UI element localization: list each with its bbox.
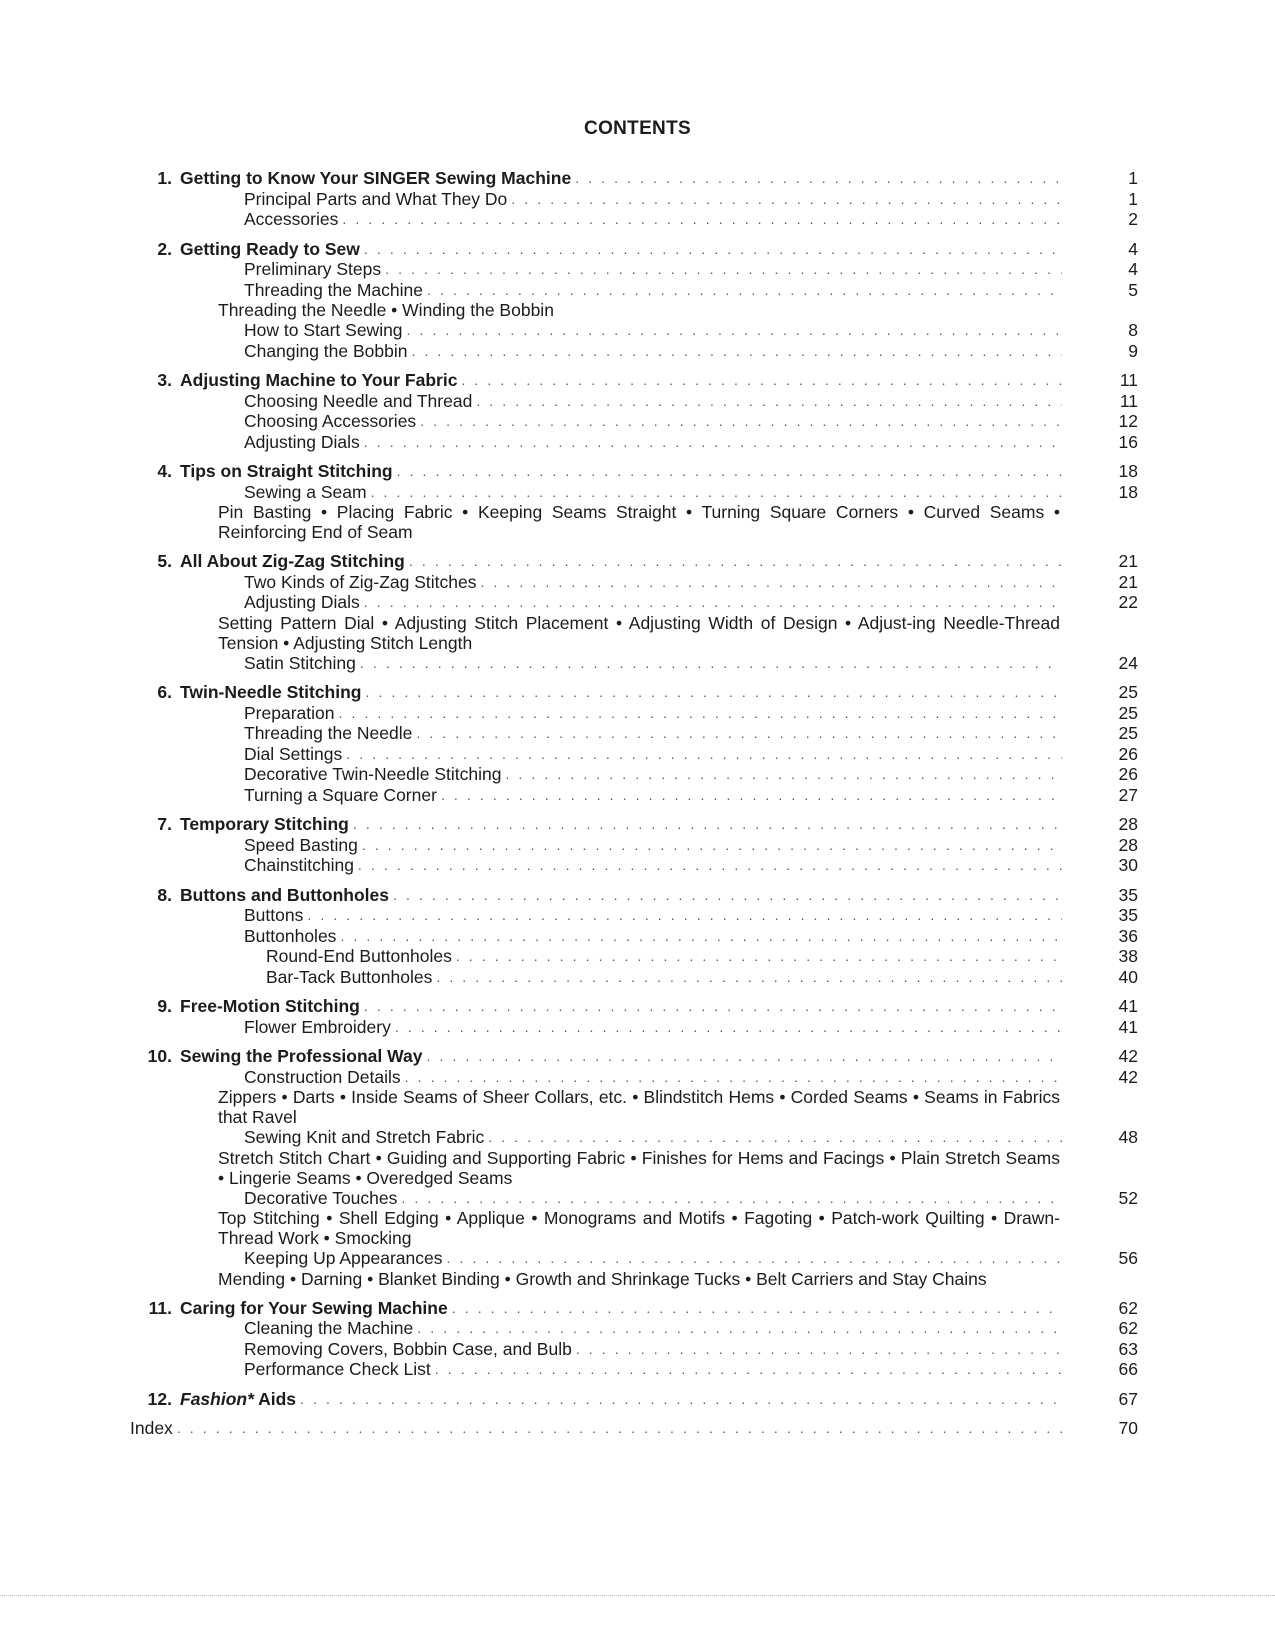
toc-chapter[interactable] — [130, 885, 1138, 906]
dot-leader — [476, 391, 1062, 412]
entry-label: Preliminary Steps — [244, 259, 382, 279]
toc-chapter[interactable] — [130, 996, 1138, 1017]
entry-label-text: Aids — [253, 1388, 297, 1409]
entry-number: 7. — [157, 814, 172, 834]
entry-page: 66 — [1118, 1359, 1138, 1379]
toc-section — [130, 370, 1138, 452]
entry-label — [180, 551, 405, 572]
dot-leader — [427, 280, 1062, 301]
entry-label-text: Caring for Your Sewing Machine — [180, 1297, 448, 1318]
entry-label: Preparation — [244, 702, 335, 723]
entry-page: 40 — [1118, 966, 1138, 987]
entry-label: Principal Parts and What They Do — [244, 188, 508, 209]
entry-label: Removing Covers, Bobbin Case, and Bulb — [244, 1338, 572, 1359]
entry-page: 21 — [1118, 571, 1138, 592]
entry-page: 11 — [1119, 390, 1138, 411]
toc-chapter[interactable] — [130, 1389, 1138, 1410]
entry-label: Sewing Knit and Stretch Fabric — [244, 1127, 485, 1147]
dot-leader — [371, 482, 1062, 503]
toc-subentry[interactable] — [130, 1359, 1138, 1380]
entry-label-text: Getting to Know Your SINGER Sewing Machine — [180, 168, 572, 188]
toc-detail: Pin Basting • Placing Fabric • Keeping Seams Straight • Turning Square Corners • Curved Seams • Reinforcing End of Seam — [218, 502, 1060, 542]
entry-label — [180, 1046, 422, 1067]
entry-number: 5. — [157, 551, 172, 571]
entry-page: 4 — [1128, 238, 1138, 259]
entry-page: 26 — [1118, 743, 1138, 764]
page-title: CONTENTS — [584, 118, 691, 139]
entry-label: Round-End Buttonholes — [266, 946, 452, 966]
toc-subentry[interactable] — [130, 785, 1138, 806]
entry-label-text: Adjusting Machine to Your Fabric — [180, 370, 458, 390]
entry-page: 11 — [1119, 370, 1138, 390]
toc-detail: Stretch Stitch Chart • Guiding and Supporting Fabric • Finishes for Hems and Facings • Plain Stretch Seams • Lingerie Seams • Overedged Seams — [218, 1147, 1060, 1188]
entry-number: 9. — [157, 996, 172, 1016]
dot-leader — [441, 785, 1062, 806]
entry-page: 41 — [1118, 996, 1138, 1016]
entry-page: 27 — [1118, 784, 1138, 805]
entry-label-text: Free-Motion Stitching — [180, 996, 360, 1016]
entry-label: Accessories — [244, 209, 339, 229]
entry-page: 35 — [1118, 884, 1138, 905]
entry-label: Adjusting Dials — [244, 431, 360, 452]
toc-chapter[interactable] — [130, 1298, 1138, 1319]
entry-label: Changing the Bobbin — [244, 340, 408, 361]
toc-subentry[interactable] — [130, 1067, 1138, 1088]
toc-subentry[interactable] — [130, 482, 1138, 503]
toc-subentry[interactable] — [130, 1017, 1138, 1038]
dot-leader — [364, 239, 1062, 260]
entry-label-text: Twin-Needle Stitching — [180, 682, 362, 702]
entry-page: 25 — [1118, 702, 1138, 723]
toc-detail: Mending • Darning • Blanket Binding • Growth and Shrinkage Tucks • Belt Carriers and Stay Chains — [218, 1268, 987, 1289]
entry-page: 2 — [1128, 209, 1138, 229]
toc-subentry[interactable] — [130, 189, 1138, 210]
dot-leader — [411, 341, 1062, 362]
toc-subentry[interactable] — [130, 1318, 1138, 1339]
entry-label: How to Start Sewing — [244, 320, 403, 340]
entry-page: 8 — [1128, 320, 1138, 340]
toc-section — [130, 996, 1138, 1037]
entry-page: 41 — [1118, 1016, 1138, 1037]
toc-subentry[interactable] — [130, 653, 1138, 674]
entry-label: Construction Details — [244, 1066, 401, 1087]
toc-subentry[interactable] — [130, 259, 1138, 280]
toc-index[interactable] — [130, 1418, 1138, 1439]
entry-page: 48 — [1118, 1127, 1138, 1147]
entry-page: 25 — [1118, 723, 1138, 743]
dot-leader — [353, 814, 1062, 835]
toc-subentry[interactable] — [130, 855, 1138, 876]
toc-chapter[interactable] — [130, 239, 1138, 260]
scan-noise — [0, 1595, 1275, 1598]
entry-label — [180, 1298, 448, 1319]
entry-page: 67 — [1118, 1388, 1138, 1409]
dot-leader — [409, 551, 1062, 572]
entry-page: 4 — [1128, 259, 1138, 279]
entry-label-text: Getting Ready to Sew — [180, 238, 360, 259]
entry-label: Flower Embroidery — [244, 1016, 391, 1037]
entry-page: 22 — [1118, 592, 1138, 612]
entry-label: Bar-Tack Buttonholes — [266, 966, 433, 987]
toc-chapter[interactable] — [130, 461, 1138, 482]
toc-subentry[interactable] — [130, 391, 1138, 412]
entry-label: Dial Settings — [244, 743, 343, 764]
entry-page: 1 — [1128, 188, 1138, 209]
entry-label — [180, 239, 360, 260]
dot-leader — [300, 1389, 1062, 1410]
entry-label: Performance Check List — [244, 1359, 431, 1379]
entry-page: 42 — [1118, 1046, 1138, 1066]
entry-label: Keeping Up Appearances — [244, 1248, 443, 1268]
dot-leader — [393, 885, 1062, 906]
toc-chapter[interactable] — [130, 814, 1138, 835]
dot-leader — [395, 1017, 1062, 1038]
dot-leader — [416, 723, 1062, 744]
toc-detail: Threading the Needle • Winding the Bobbin — [218, 300, 554, 320]
toc-chapter[interactable] — [130, 682, 1138, 703]
entry-number: 4. — [157, 461, 172, 481]
toc-detail: Setting Pattern Dial • Adjusting Stitch Placement • Adjusting Width of Design • Adjust-ing Needle-Thread Tension • Adjusting Stitch Length — [218, 612, 1060, 653]
toc-detail: Top Stitching • Shell Edging • Applique • Monograms and Motifs • Fagoting • Patch-work Quilting • Drawn-Thread Work • Smocking — [218, 1208, 1060, 1248]
toc-subentry[interactable] — [130, 320, 1138, 341]
entry-label: Speed Basting — [244, 834, 358, 855]
toc-subentry[interactable] — [130, 341, 1138, 362]
toc-section — [130, 168, 1138, 230]
entry-label — [180, 814, 349, 835]
dot-leader — [426, 1046, 1062, 1067]
toc-chapter[interactable] — [130, 1046, 1138, 1067]
entry-label: Adjusting Dials — [244, 592, 360, 612]
toc-subentry[interactable] — [130, 764, 1138, 785]
toc-subentry[interactable] — [130, 592, 1138, 613]
toc-section — [130, 1298, 1138, 1380]
toc-section — [130, 551, 1138, 673]
entry-page: 1 — [1128, 168, 1138, 188]
entry-label: Two Kinds of Zig-Zag Stitches — [244, 571, 477, 592]
toc-subentry[interactable] — [130, 1127, 1138, 1148]
dot-leader — [405, 1067, 1062, 1088]
dot-leader — [488, 1127, 1062, 1148]
dot-leader — [338, 703, 1062, 724]
dot-leader — [346, 744, 1062, 765]
dot-leader — [446, 1248, 1062, 1269]
dot-leader — [358, 855, 1062, 876]
entry-label: Choosing Needle and Thread — [244, 390, 473, 411]
entry-label — [180, 682, 362, 703]
toc-chapter[interactable] — [130, 168, 1138, 189]
entry-page: 18 — [1118, 461, 1138, 481]
entry-label-text: Tips on Straight Stitching — [180, 461, 393, 481]
dot-leader — [436, 967, 1062, 988]
toc-subentry[interactable] — [130, 744, 1138, 765]
toc-subentry[interactable] — [130, 967, 1138, 988]
entry-label-text: Temporary Stitching — [180, 814, 349, 834]
entry-page: 26 — [1118, 764, 1138, 784]
entry-label: Choosing Accessories — [244, 411, 417, 431]
dot-leader — [364, 996, 1062, 1017]
entry-label: Buttonholes — [244, 925, 337, 946]
table-of-contents — [130, 168, 1138, 1439]
toc-subentry[interactable] — [130, 1339, 1138, 1360]
entry-number: 2. — [157, 238, 172, 259]
dot-leader — [397, 461, 1062, 482]
entry-page: 12 — [1118, 411, 1138, 431]
entry-number: 1. — [157, 168, 172, 188]
entry-label-text: Sewing the Professional Way — [180, 1046, 423, 1066]
entry-page: 21 — [1118, 551, 1138, 571]
dot-leader — [452, 1298, 1062, 1319]
dot-leader — [407, 320, 1062, 341]
entry-page: 38 — [1118, 946, 1138, 966]
entry-label: Buttons — [244, 905, 304, 925]
entry-page: 5 — [1128, 279, 1138, 300]
dot-leader — [511, 189, 1062, 210]
toc-section — [130, 1046, 1138, 1289]
toc-chapter[interactable] — [130, 551, 1138, 572]
entry-page: 52 — [1118, 1187, 1138, 1208]
entry-label — [180, 885, 389, 906]
dot-leader — [461, 370, 1062, 391]
entry-label-text: Buttons and Buttonholes — [180, 884, 390, 905]
dot-leader — [576, 1339, 1062, 1360]
entry-label: Cleaning the Machine — [244, 1318, 414, 1338]
toc-subentry[interactable] — [130, 723, 1138, 744]
entry-page: 56 — [1118, 1248, 1138, 1268]
entry-page: 42 — [1118, 1066, 1138, 1087]
entry-label: Turning a Square Corner — [244, 784, 437, 805]
entry-page: 18 — [1118, 481, 1138, 502]
entry-number: 3. — [157, 370, 172, 390]
entry-label — [180, 461, 393, 482]
dot-leader — [307, 905, 1062, 926]
dot-leader — [401, 1188, 1062, 1209]
dot-leader — [435, 1359, 1062, 1380]
toc-subentry[interactable] — [130, 280, 1138, 301]
entry-label — [180, 168, 571, 189]
toc-section — [130, 885, 1138, 988]
toc-section — [130, 682, 1138, 805]
dot-leader — [366, 682, 1063, 703]
entry-page: 28 — [1118, 814, 1138, 834]
toc-section — [130, 239, 1138, 362]
entry-label — [180, 996, 360, 1017]
entry-page: 16 — [1118, 431, 1138, 452]
toc-section — [130, 461, 1138, 542]
entry-page: 30 — [1118, 855, 1138, 875]
entry-page: 36 — [1118, 925, 1138, 946]
entry-page: 63 — [1118, 1338, 1138, 1359]
entry-page: 70 — [1118, 1418, 1138, 1438]
entry-page: 28 — [1118, 834, 1138, 855]
entry-number: 11. — [148, 1297, 172, 1318]
toc-subentry[interactable] — [130, 572, 1138, 593]
entry-number: 10. — [147, 1046, 172, 1066]
dot-leader — [340, 926, 1062, 947]
entry-number: 12. — [147, 1388, 172, 1409]
toc-section — [130, 814, 1138, 876]
entry-page: 62 — [1118, 1318, 1138, 1338]
dot-leader — [420, 411, 1062, 432]
dot-leader — [417, 1318, 1062, 1339]
toc-section — [130, 1389, 1138, 1410]
entry-page: 9 — [1128, 340, 1138, 361]
dot-leader — [575, 168, 1062, 189]
entry-page: 25 — [1118, 682, 1138, 702]
dot-leader — [456, 946, 1062, 967]
entry-label-italic: Fashion* — [180, 1388, 254, 1409]
entry-label-text: All About Zig-Zag Stitching — [180, 551, 405, 571]
toc-subentry[interactable] — [130, 1248, 1138, 1269]
entry-label: Sewing a Seam — [244, 481, 367, 502]
toc-subentry[interactable] — [130, 905, 1138, 926]
entry-page: 35 — [1118, 905, 1138, 925]
toc-subentry[interactable] — [130, 1188, 1138, 1209]
dot-leader — [360, 653, 1062, 674]
entry-label: Threading the Machine — [244, 279, 423, 300]
entry-page: 62 — [1118, 1297, 1138, 1318]
toc-subentry[interactable] — [130, 946, 1138, 967]
dot-leader — [364, 432, 1062, 453]
entry-label: Chainstitching — [244, 855, 354, 875]
entry-label — [180, 1389, 296, 1410]
dot-leader — [342, 209, 1062, 230]
toc-subentry[interactable] — [130, 411, 1138, 432]
toc-subentry[interactable] — [130, 703, 1138, 724]
toc-detail: Zippers • Darts • Inside Seams of Sheer Collars, etc. • Blindstitch Hems • Corded Seams • Seams in Fabrics that Ravel — [218, 1087, 1060, 1127]
entry-number: 8. — [157, 884, 172, 905]
entry-page: 24 — [1118, 652, 1138, 673]
toc-subentry[interactable] — [130, 432, 1138, 453]
entry-label: Decorative Twin-Needle Stitching — [244, 764, 502, 784]
toc-subentry[interactable] — [130, 835, 1138, 856]
entry-label: Satin Stitching — [244, 652, 356, 673]
dot-leader — [385, 259, 1062, 280]
entry-label: Index — [130, 1418, 173, 1438]
entry-label: Threading the Needle — [244, 723, 413, 743]
entry-label: Decorative Touches — [244, 1187, 398, 1208]
dot-leader — [177, 1418, 1062, 1439]
toc-subentry[interactable] — [130, 209, 1138, 230]
dot-leader — [505, 764, 1062, 785]
dot-leader — [362, 835, 1062, 856]
entry-number: 6. — [157, 682, 172, 702]
dot-leader — [480, 572, 1062, 593]
toc-subentry[interactable] — [130, 926, 1138, 947]
dot-leader — [364, 592, 1062, 613]
toc-chapter[interactable] — [130, 370, 1138, 391]
entry-label — [180, 370, 457, 391]
